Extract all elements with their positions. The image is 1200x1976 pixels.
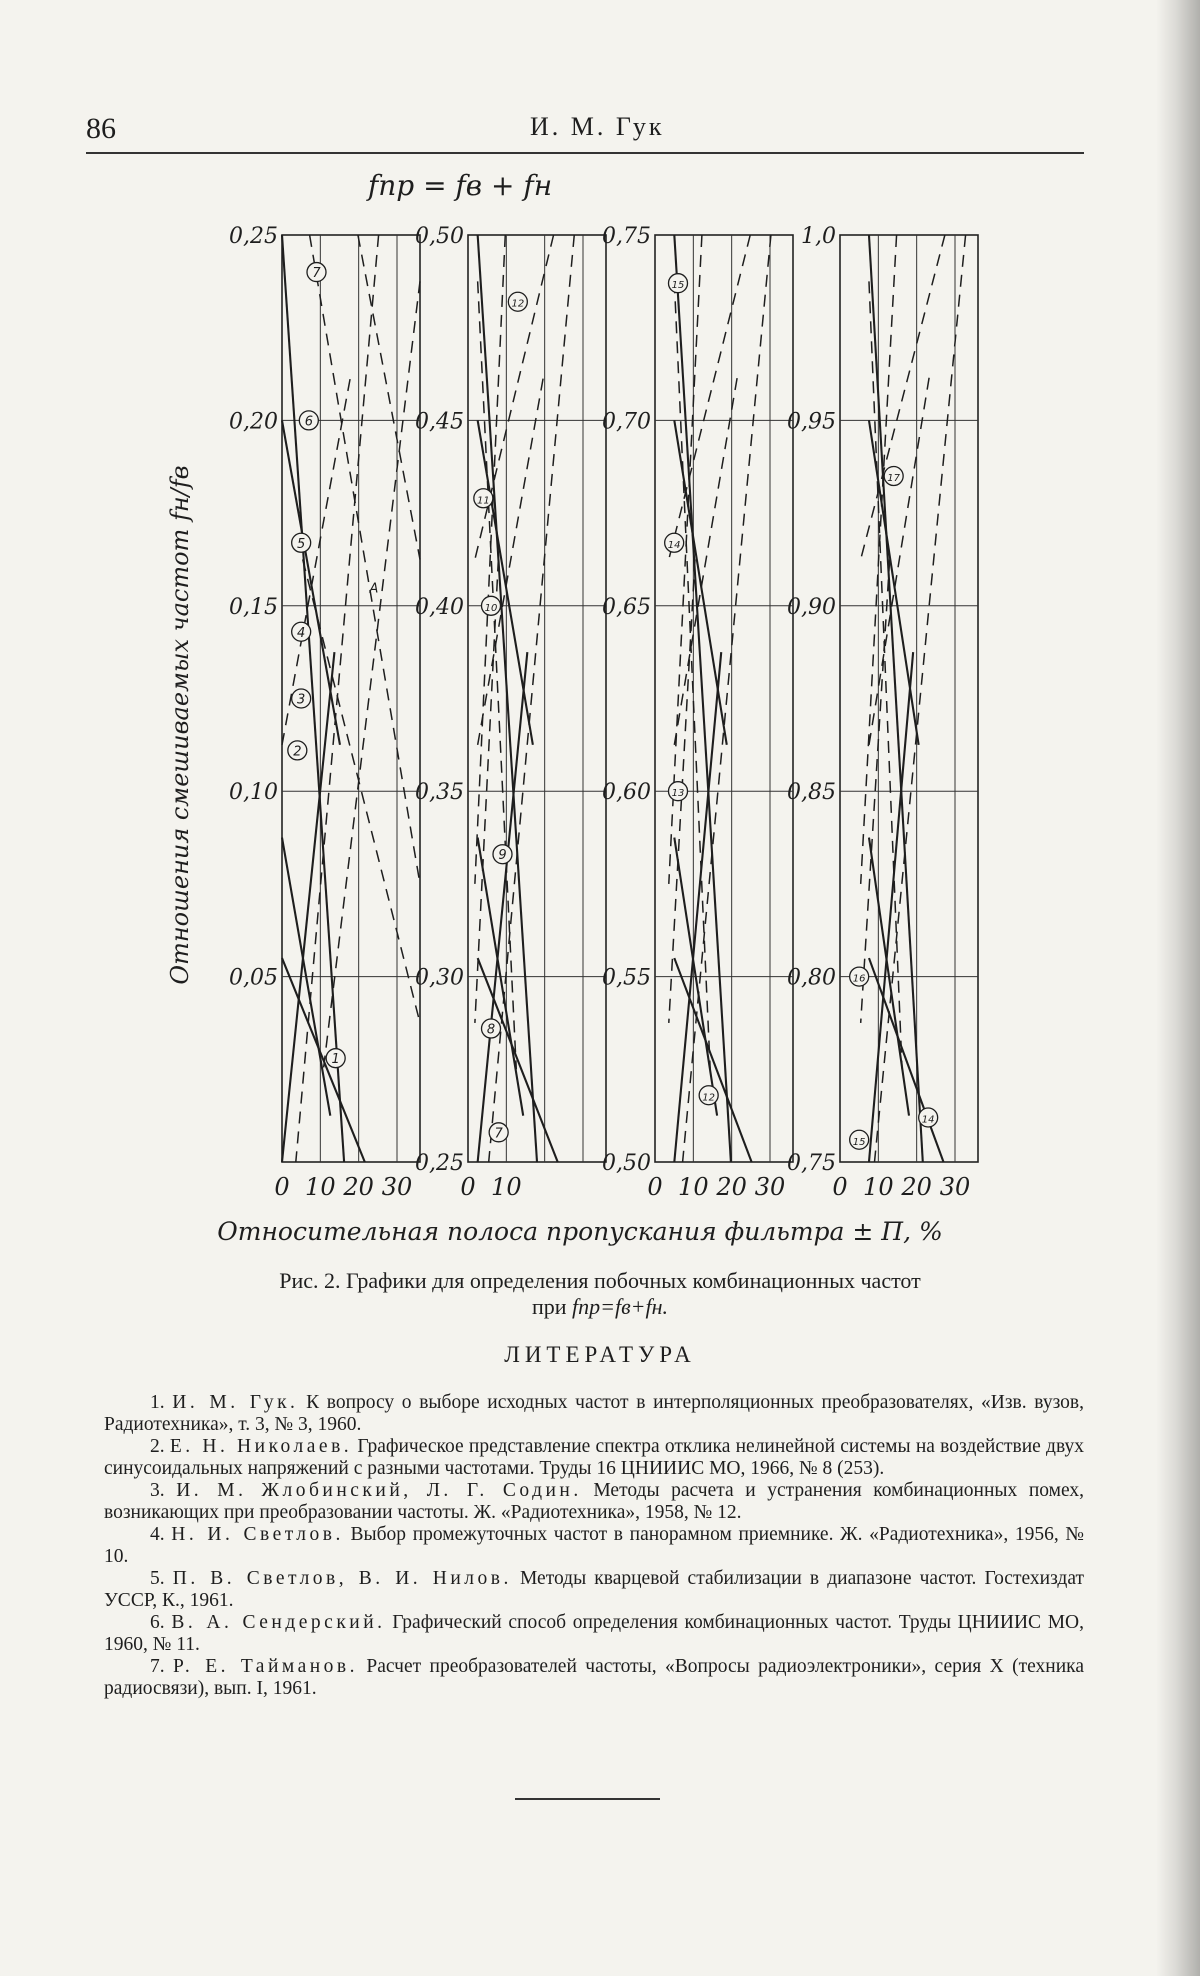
ref-author: Е. Н. Николаев. xyxy=(169,1436,353,1457)
reference-item xyxy=(104,1480,1084,1524)
chart-title: fпр = fв + fн xyxy=(367,169,553,202)
x-tick-label: 0 xyxy=(274,1173,290,1201)
curve-number-label: 7 xyxy=(494,1126,503,1142)
curve-number-label: 3 xyxy=(297,692,306,708)
curve-number-label: 9 xyxy=(498,848,507,864)
ref-text: Методы расчета и устранения комбинационных помех, возникающих при преобразовании частоты. Ж. «Радиотехника», 1958, № 12. xyxy=(104,1480,1085,1523)
curve-number-label: 8 xyxy=(486,1022,496,1038)
combination-line xyxy=(861,235,945,559)
curve-number-label: 11 xyxy=(476,495,490,507)
running-head: И. М. Гук xyxy=(530,112,665,141)
y-tick-label: 0,70 xyxy=(602,409,651,435)
panel-frame xyxy=(655,235,793,1162)
y-tick-label: 0,95 xyxy=(787,409,836,435)
curve-number-label: 14 xyxy=(667,539,681,551)
x-tick-label: 20 xyxy=(901,1173,932,1201)
caption-prefix: при xyxy=(531,1294,567,1319)
curve-number-label: 15 xyxy=(671,280,685,292)
y-tick-label: 0,15 xyxy=(229,594,278,620)
figure-caption xyxy=(190,1268,1010,1320)
y-tick-label: 0,25 xyxy=(229,224,278,249)
y-tick-label: 0,50 xyxy=(602,1151,651,1176)
combination-line xyxy=(310,235,420,884)
page-number: 86 xyxy=(86,112,116,145)
x-tick-label: 20 xyxy=(343,1173,374,1201)
reference-item xyxy=(104,1392,1084,1436)
y-tick-label: 0,90 xyxy=(787,594,836,620)
curve-number-label: 15 xyxy=(852,1136,866,1148)
caption-line-2 xyxy=(190,1294,1010,1320)
ref-number: 1. xyxy=(150,1392,165,1413)
y-tick-label: 0,80 xyxy=(787,965,836,991)
references-heading: ЛИТЕРАТУРА xyxy=(504,1342,696,1367)
y-tick-label: 0,45 xyxy=(415,409,464,435)
curve-number-label: 10 xyxy=(484,602,498,614)
x-tick-label: 10 xyxy=(491,1173,522,1201)
x-tick-label: 0 xyxy=(832,1173,848,1201)
y-tick-label: 0,10 xyxy=(229,780,278,806)
combination-line xyxy=(282,374,351,745)
x-tick-label: 0 xyxy=(460,1173,476,1201)
x-tick-label: 10 xyxy=(863,1173,894,1201)
ref-number: 2. xyxy=(150,1436,165,1457)
ref-text: Графическое представление спектра отклика нелинейной системы на воздействие двух синусоидальных напряжений с разными частотами. Труды 16 ЦНИИИС МО, 1966, № 8 (253). xyxy=(104,1436,1084,1479)
ref-number: 4. xyxy=(150,1524,165,1545)
combination-line xyxy=(869,652,913,1162)
x-axis-label: Относительная полоса пропускания фильтра ± П, % xyxy=(217,1217,943,1246)
ref-number: 7. xyxy=(150,1656,165,1677)
combination-frequency-chart xyxy=(150,165,1010,1255)
ref-text: Графический способ определения комбинационных частот. Труды ЦНИИИС МО, 1960, № 11. xyxy=(104,1612,1085,1655)
y-tick-label: 0,25 xyxy=(415,1151,464,1176)
x-tick-label: 30 xyxy=(381,1173,413,1201)
y-tick-label: 1,0 xyxy=(801,224,836,249)
x-tick-label: 0 xyxy=(647,1173,663,1201)
reference-item xyxy=(104,1656,1084,1700)
y-tick-label: 0,55 xyxy=(602,965,651,991)
combination-line xyxy=(486,235,575,1162)
combination-line xyxy=(869,958,944,1162)
curve-number-label: 12 xyxy=(511,298,525,310)
reference-item xyxy=(104,1568,1084,1612)
combination-line xyxy=(478,374,544,745)
x-tick-label: 10 xyxy=(678,1173,709,1201)
ref-author: И. М. Жлобинский, Л. Г. Содин. xyxy=(176,1480,582,1501)
curve-number-label: 12 xyxy=(702,1092,716,1104)
caption-line-1: Рис. 2. Графики для определения побочных комбинационных частот xyxy=(279,1268,921,1293)
ref-text: Методы кварцевой стабилизации в диапазоне частот. Гостехиздат УССР, К., 1961. xyxy=(104,1568,1085,1611)
combination-line xyxy=(683,235,771,1162)
ref-author: П. В. Светлов, В. И. Нилов. xyxy=(172,1568,512,1589)
y-tick-label: 0,05 xyxy=(229,965,278,991)
ref-number: 5. xyxy=(150,1568,165,1589)
combination-line xyxy=(875,235,966,1162)
ref-author: Р. Е. Тайманов. xyxy=(173,1656,359,1677)
reference-item xyxy=(104,1524,1084,1568)
curve-number-label: 7 xyxy=(312,266,321,282)
combination-line xyxy=(475,235,554,559)
combination-line xyxy=(358,235,420,559)
ref-author: В. А. Сендерский. xyxy=(171,1612,386,1633)
ref-author: Н. И. Светлов. xyxy=(171,1524,344,1545)
y-tick-label: 0,75 xyxy=(787,1151,836,1176)
y-tick-label: 0,65 xyxy=(602,594,651,620)
y-axis-label: Отношения смешиваемых частот fн/fв xyxy=(166,465,194,985)
combination-line xyxy=(671,652,721,1162)
curve-number-label: 4 xyxy=(297,625,306,641)
curve-number-label: A xyxy=(369,581,379,597)
curve-number-label: 17 xyxy=(887,473,901,485)
reference-item xyxy=(104,1436,1084,1480)
page-edge-shadow xyxy=(1156,0,1200,1976)
x-tick-label: 30 xyxy=(754,1173,786,1201)
curve-number-label: 2 xyxy=(293,744,302,760)
x-tick-label: 20 xyxy=(716,1173,747,1201)
reference-item xyxy=(104,1612,1084,1656)
end-rule xyxy=(515,1798,660,1800)
y-tick-label: 0,50 xyxy=(415,224,464,249)
y-tick-label: 0,85 xyxy=(787,780,836,806)
ref-text: К вопросу о выборе исходных частот в интерполяционных преобразователях, «Изв. вузов, Радиотехника», т. 3, № 3, 1960. xyxy=(104,1392,1085,1435)
curve-number-label: 1 xyxy=(331,1052,340,1068)
y-tick-label: 0,30 xyxy=(415,965,464,991)
y-tick-label: 0,60 xyxy=(602,780,651,806)
combination-line xyxy=(674,374,737,745)
y-tick-label: 0,75 xyxy=(602,224,651,249)
y-tick-label: 0,40 xyxy=(415,594,464,620)
ref-text: Расчет преобразователей частоты, «Вопросы радиоэлектроники», серия X (техника радиосвязи), вып. I, 1961. xyxy=(104,1656,1084,1699)
chart-panels xyxy=(229,224,978,1201)
curve-number-label: 16 xyxy=(852,973,866,985)
curve-number-label: 5 xyxy=(297,536,306,552)
ref-number: 6. xyxy=(150,1612,165,1633)
y-tick-label: 0,20 xyxy=(229,409,278,435)
curve-number-label: 14 xyxy=(921,1114,935,1126)
curve-number-label: 6 xyxy=(304,414,313,430)
x-tick-label: 10 xyxy=(305,1173,336,1201)
caption-formula: fпр=fв+fн. xyxy=(572,1294,669,1319)
ref-author: И. М. Гук. xyxy=(172,1392,299,1413)
combination-line xyxy=(282,958,365,1162)
header-rule xyxy=(86,152,1084,154)
curve-number-label: 13 xyxy=(671,788,685,800)
ref-text: Выбор промежуточных частот в панорамном приемнике. Ж. «Радиотехника», 1956, № 10. xyxy=(104,1524,1084,1567)
references-list xyxy=(104,1392,1084,1700)
ref-number: 3. xyxy=(150,1480,165,1501)
x-tick-label: 30 xyxy=(939,1173,971,1201)
y-tick-label: 0,35 xyxy=(415,780,464,806)
